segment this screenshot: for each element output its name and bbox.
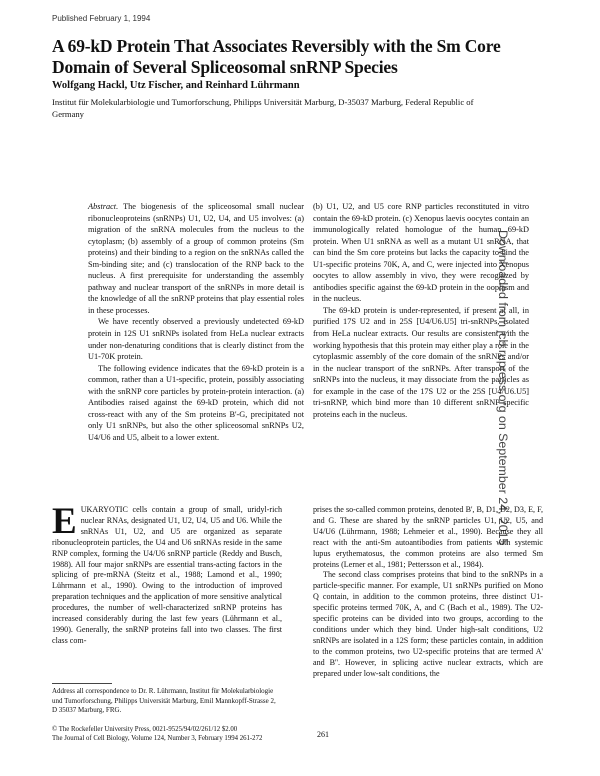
abstract-paragraph: The following evidence indicates that the 69-kD protein is a common, rather than a U1-specific, protein, possibly associating with the snRNP core particles by protein-protein interaction. (a) Antibodies raised against the 69-kD protein, which did not cross-react with any of the Sm proteins B'-G, precipitated not only U1 snRNPs, but also the other spliceosomal snRNPs U2, U4/U6 and U5, albeit to a lower extent. bbox=[88, 363, 304, 442]
body-left-column bbox=[52, 501, 282, 647]
correspondence-note: Address all correspondence to Dr. R. Lührmann, Institut für Molekularbiologie und Tumorforschung, Philipps Universität Marburg, Emil Mannkopff-Strasse 2, D 35037 Marburg, FRG. bbox=[52, 687, 276, 715]
body-right-column bbox=[313, 505, 543, 680]
body-paragraph: prises the so-called common proteins, denoted B', B, D1, D2, D3, E, F, and G. These are shared by the snRNP particles U1, U2, U5, and U4/U6 (Lührmann, 1988; Lehmeier et al., 1990). Because they all react with the anti-Sm autoantibodies from patients with systemic lupus erythematosus, the common proteins are also termed Sm proteins (Lerner et al., 1981; Pettersson et al., 1984). bbox=[313, 505, 543, 569]
abstract-paragraph: (b) U1, U2, and U5 core RNP particles reconstituted in vitro contain the 69-kD protein. (c) Xenopus laevis oocytes contain an immunologically related homologue of the human 69-kD protein. When U1 snRNA as well as a mutant U1 snRNA, that can bind the Sm core proteins but lacks the capacity to bind the U1-specific proteins 70K, A, and C, were injected into Xenopus oocytes to allow assembly in vivo, they were recognized by antibodies specific against the 69-kD protein in the ooplasm and in the nucleus. bbox=[313, 202, 529, 304]
authors: Wolfgang Hackl, Utz Fischer, and Reinhard Lührmann bbox=[52, 80, 300, 91]
copyright-line: © The Rockefeller University Press, 0021-9525/94/02/261/12 $2.00 bbox=[52, 726, 238, 733]
abstract-paragraph bbox=[88, 201, 304, 316]
body-paragraph: The second class comprises proteins that bind to the snRNPs in a particle-specific manner. For example, U1 snRNPs purified on Mono Q contain, in addition to the common proteins, three distinct U1-specific proteins termed 70K, A, and C (Bach et al., 1989). The U2-specific proteins can be divided into two groups, according to the conditions under which they bind. Under high-salt conditions, U2 snRNPs are isolated in a 12S form; these particles contain, in addition to the common proteins, two U2-specific proteins that are termed A' and B''. However, in splicing active nuclear extracts, which are prepared under low-salt conditions, the bbox=[313, 570, 543, 678]
intro-text: UKARYOTIC cells contain a group of small, uridyl-rich nuclear RNAs, designated U1, U2, U4, U5 and U6. While the snRNAs U1, U2, and U5 are organized as separate ribonucleoprotein particles, the U4 and U6 snRNAs reside in the same RNP complex, forming the U4/U6 snRNP particle (Reddy and Busch, 1988). All four major snRNPs are essential trans-acting factors in the splicing of pre-mRNA (Steitz et al., 1988; Lamond et al., 1990; Lührmann et al., 1990). Owing to the introduction of improved preparation techniques and the application of more sensitive analytical procedures, the number of well-characterized snRNP proteins has increased considerably during the last few years (Lührmann et al., 1990). Generally, the snRNP proteins fall into two classes. The first class com- bbox=[52, 505, 282, 645]
download-watermark: Downloaded from jcb.rupress.org on September 24, 2015 bbox=[496, 230, 510, 546]
abstract-left-column bbox=[88, 201, 304, 443]
abstract-text: The biogenesis of the spliceosomal small nuclear ribonucleoproteins (snRNPs) U1, U2, U4, and U5 involves: (a) migration of the snRNA molecules from the nucleus to the cytoplasm; (b) assembly of a group of common proteins (Sm proteins) and their binding to a region on the snRNAs called the Sm-binding site; and (c) translocation of the RNP back to the nucleus. A first prerequisite for understanding the assembly pathway and nuclear transport of the snRNPs in more detail is the knowledge of all the snRNP proteins that play essential roles in these processes. bbox=[88, 202, 304, 315]
published-date: Published February 1, 1994 bbox=[52, 14, 151, 23]
abstract-paragraph: We have recently observed a previously undetected 69-kD protein in 12S U1 snRNPs isolated from HeLa nuclear extracts under non-denaturing conditions that is clearly distinct from the U1-70K protein. bbox=[88, 317, 304, 362]
affiliation: Institut für Molekularbiologie und Tumorforschung, Philipps Universität Marburg, D-35037 Marburg, Federal Republic of Germany bbox=[52, 97, 474, 119]
intro-paragraph bbox=[52, 501, 282, 647]
footnote-rule bbox=[52, 683, 112, 684]
article-title: A 69-kD Protein That Associates Reversibly with the Sm Core Domain of Several Spliceosomal snRNP Species bbox=[52, 36, 501, 77]
citation-line: The Journal of Cell Biology, Volume 124, Number 3, February 1994 261-272 bbox=[52, 734, 263, 742]
abstract-label: Abstract. bbox=[88, 202, 119, 211]
page-number: 261 bbox=[317, 730, 329, 739]
abstract-paragraph: The 69-kD protein is under-represented, if present at all, in purified 17S U2 and in 25S [U4/U6.U5] tri-snRNPs, isolated from HeLa nuclear extracts. Our results are consistent with the working hypothesis that this protein may either play a role in the cytoplasmic assembly of the core domain of the snRNPs and/or in the nuclear transport of the snRNPs. After transport of the snRNPs into the nucleus, it may dissociate from the particles as for example in the case of the 17S U2 or the 25S [U4/U6.U5] tri-snRNP, which bind more than 10 different snRNP specific proteins each in the nucleus. bbox=[313, 305, 529, 419]
drop-cap: E bbox=[52, 501, 77, 542]
journal-footer bbox=[52, 726, 292, 744]
